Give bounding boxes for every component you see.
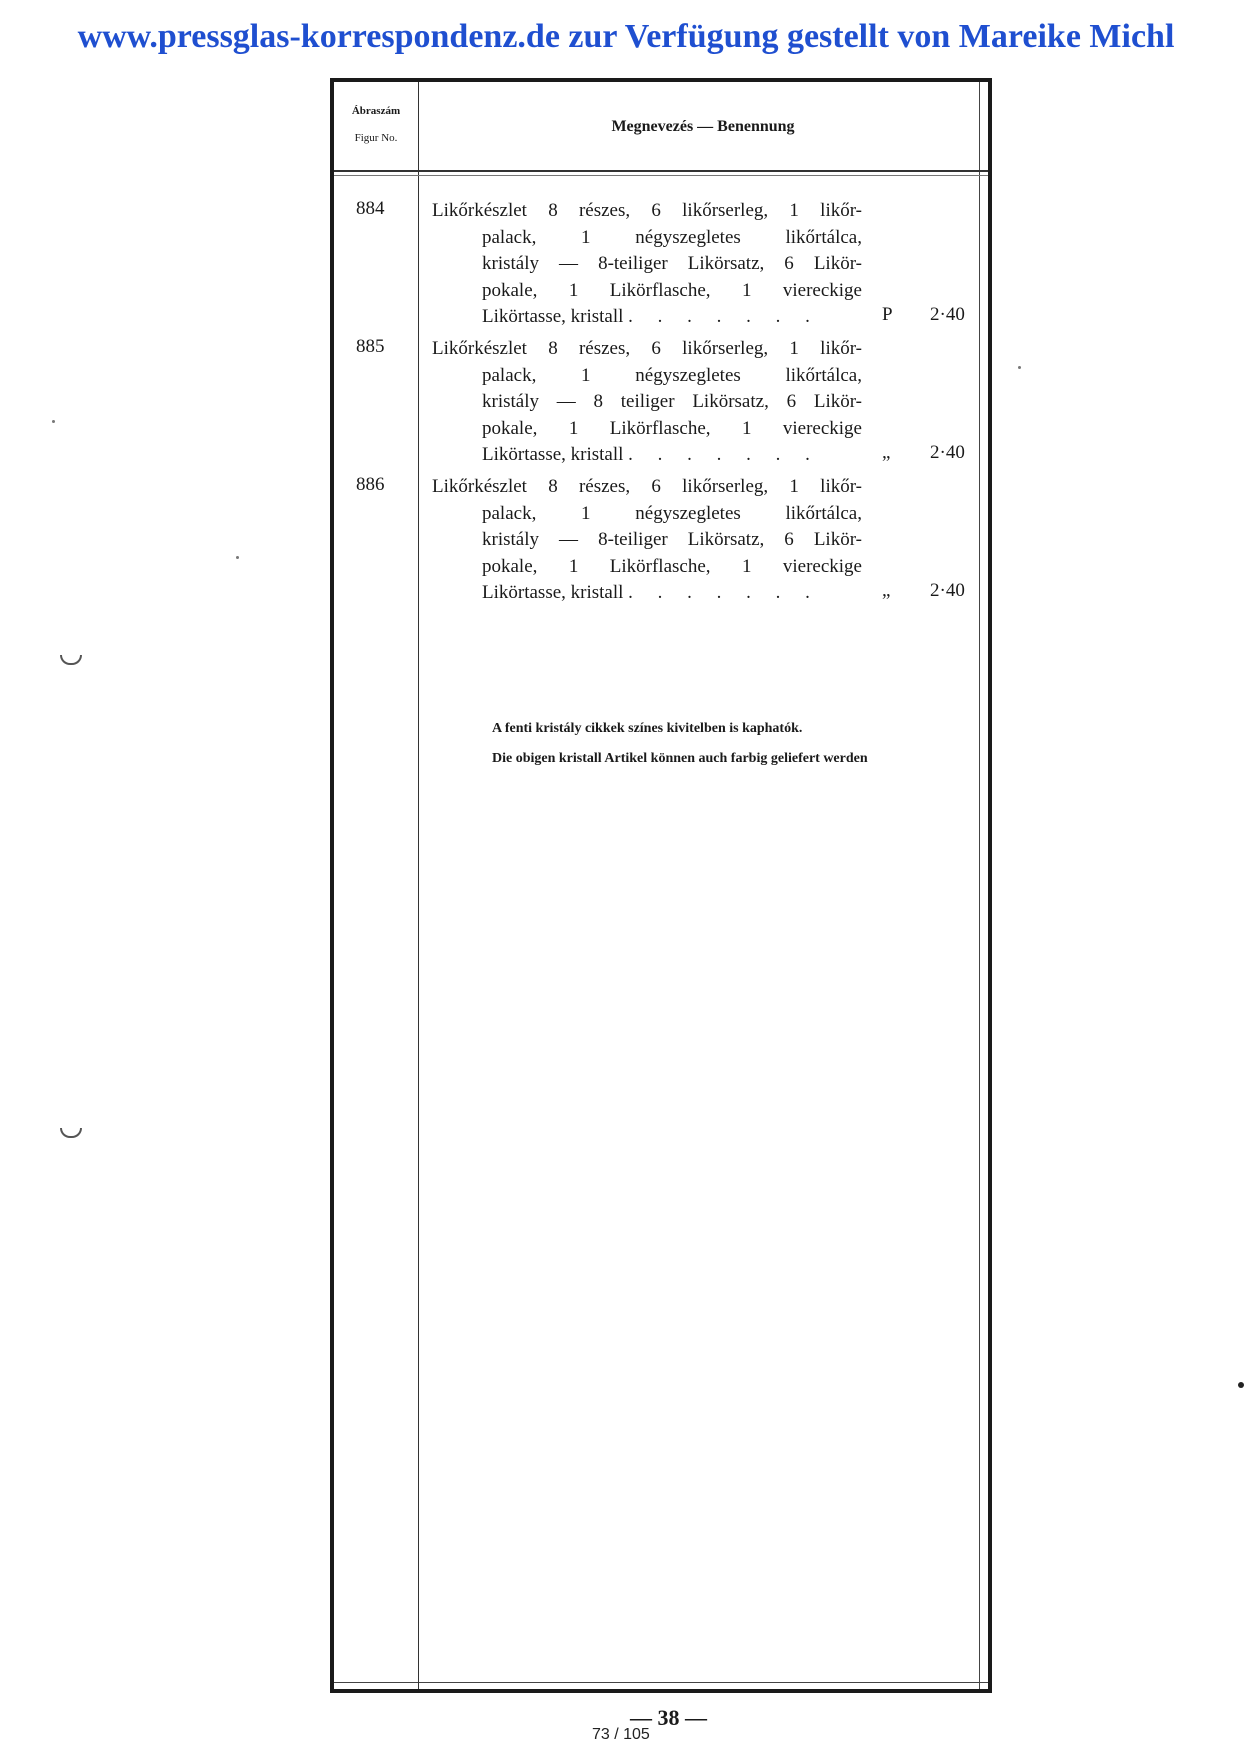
column-header-german: Figur No.	[354, 132, 398, 144]
description-line: Likörtasse, kristall	[482, 582, 624, 603]
description-line: palack, 1 négyszegletes likőrtálca,	[482, 364, 862, 386]
punch-hole-mark	[60, 1128, 82, 1138]
description-line: pokale, 1 Likörflasche, 1 viereckige	[482, 279, 862, 301]
description-line: kristály — 8-teiliger Likörsatz, 6 Likör-	[482, 529, 862, 550]
description-last-line	[432, 304, 862, 331]
note-hungarian: A fenti kristály cikkek színes kivitelben is kaphatók.	[492, 721, 803, 736]
price: 2·40	[930, 580, 965, 601]
description-line: pokale, 1 Likörflasche, 1 viereckige	[482, 555, 862, 577]
price-unit: „	[882, 580, 891, 601]
header-website-link[interactable]: www.pressglas-korrespondenz.de zur Verfügung gestellt von Mareike Michl	[77, 18, 1175, 55]
price: 2·40	[930, 442, 965, 463]
scan-speck	[1018, 366, 1021, 369]
scan-speck	[236, 556, 239, 559]
leader-dots: . . . . . . .	[628, 306, 820, 327]
description-line: Likörtasse, kristall	[482, 306, 624, 327]
entry-description	[432, 474, 862, 607]
description-line: Likőrkészlet 8 részes, 6 likőrserleg, 1 likőr-	[432, 476, 862, 497]
printed-page-number: — 38 —	[630, 1705, 707, 1730]
column-header-hungarian: Ábraszám	[351, 105, 401, 117]
leader-dots: . . . . . . .	[628, 582, 820, 603]
price-unit: P	[882, 304, 893, 325]
price-unit: „	[882, 442, 891, 463]
frame-inner-border-right	[979, 82, 980, 1689]
catalog-table	[330, 78, 992, 1693]
note-german: Die obigen kristall Artikel können auch farbig geliefert werden	[492, 751, 868, 766]
description-line: kristály — 8-teiliger Likörsatz, 6 Likör-	[482, 253, 862, 274]
description-last-line	[432, 442, 862, 469]
pdf-page-counter: 73 / 105	[592, 1726, 650, 1743]
description-line: palack, 1 négyszegletes likőrtálca,	[482, 502, 862, 524]
header-divider-thin	[334, 175, 988, 176]
description-line: palack, 1 négyszegletes likőrtálca,	[482, 226, 862, 248]
punch-hole-mark	[60, 655, 82, 665]
figure-number-column-header	[334, 100, 418, 154]
figure-number: 886	[356, 474, 385, 495]
scan-speck	[52, 420, 55, 423]
description-line: pokale, 1 Likörflasche, 1 viereckige	[482, 417, 862, 439]
header-divider	[334, 170, 988, 172]
description-last-line	[432, 580, 862, 607]
description-line: kristály — 8 teiliger Likörsatz, 6 Likör-	[482, 391, 862, 412]
scan-speck	[1238, 1382, 1244, 1388]
figure-number: 884	[356, 198, 385, 219]
entry-description	[432, 198, 862, 331]
price: 2·40	[930, 304, 965, 325]
leader-dots: . . . . . . .	[628, 444, 820, 465]
figure-number: 885	[356, 336, 385, 357]
description-column-header: Megnevezés — Benennung	[611, 118, 795, 135]
description-line: Likőrkészlet 8 részes, 6 likőrserleg, 1 likőr-	[432, 200, 862, 221]
frame-inner-border-bottom	[334, 1682, 988, 1683]
column-divider	[418, 82, 419, 1689]
description-line: Likőrkészlet 8 részes, 6 likőrserleg, 1 likőr-	[432, 338, 862, 359]
entry-description	[432, 336, 862, 469]
description-line: Likörtasse, kristall	[482, 444, 624, 465]
